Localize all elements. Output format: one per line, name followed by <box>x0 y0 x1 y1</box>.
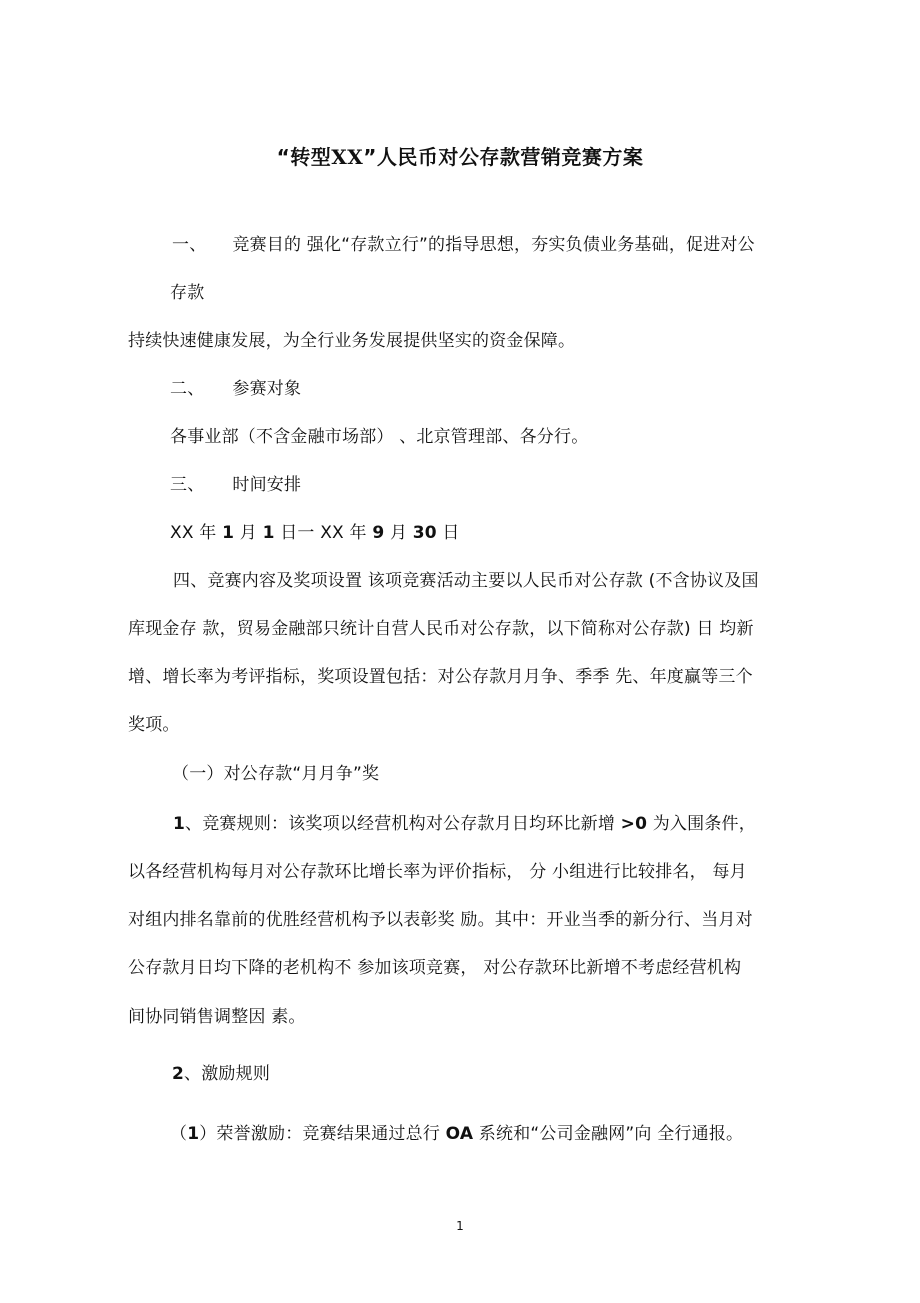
rule1-line5: 间协同销售调整因 素。 <box>128 1007 306 1027</box>
section4-line4: 奖项。 <box>128 715 180 735</box>
rule2-num: 2 <box>172 1064 185 1084</box>
rule1-text-a: 、竞赛规则：该奖项以经营机构对公存款月日均环比新增 <box>185 814 621 834</box>
date-num: 30 <box>412 523 437 543</box>
section2-heading-line <box>170 377 301 401</box>
date-part: 月 <box>234 523 263 543</box>
rule1-num: 1 <box>173 814 186 834</box>
incentive1-oa: OA <box>445 1124 474 1144</box>
section1-text: 竞赛目的 强化“存款立行”的指导思想，夯实负债业务基础，促进对公 <box>232 235 755 255</box>
title-xx: XX <box>331 145 364 170</box>
section1-line1 <box>172 233 755 257</box>
date-num: 1 <box>222 523 235 543</box>
section2-heading: 参赛对象 <box>232 379 302 399</box>
rule1-line4: 公存款月日均下降的老机构不 参加该项竞赛， 对公存款环比新增不考虑经营机构 <box>128 958 742 978</box>
section4-line1: 四、竞赛内容及奖项设置 该项竞赛活动主要以人民币对公存款 (不含协议及国 <box>173 571 759 591</box>
date-part: 日一 XX 年 <box>274 523 373 543</box>
page-number: 1 <box>456 1219 464 1233</box>
section4-line2: 库现金存 款，贸易金融部只统计自营人民币对公存款，以下简称对公存款) 日 均新 <box>128 619 754 639</box>
rule1-line3: 对组内排名靠前的优胜经营机构予以表彰奖 励。其中：开业当季的新分行、当月对 <box>128 910 753 930</box>
incentive1-open: （ <box>170 1124 188 1144</box>
section2-text: 各事业部（不含金融市场部） 、北京管理部、各分行。 <box>170 427 589 447</box>
section1-label: 一、 <box>172 235 207 255</box>
rule1-line2: 以各经营机构每月对公存款环比增长率为评价指标， 分 小组进行比较排名， 每月 <box>128 862 747 882</box>
rule1-line1 <box>173 812 756 836</box>
section2-label: 二、 <box>170 379 205 399</box>
rule1-text-c: 为入围条件， <box>647 814 756 834</box>
date-part: XX 年 <box>170 523 223 543</box>
rule2-text: 、激励规则 <box>184 1064 271 1084</box>
date-part: 日 <box>436 523 460 543</box>
incentive1-num: 1 <box>187 1124 200 1144</box>
section3-date <box>170 521 460 545</box>
rule1-threshold: >0 <box>620 814 648 834</box>
section3-heading-line <box>170 473 301 497</box>
subsection1-heading: （一）对公存款“月月争”奖 <box>172 764 380 784</box>
section3-label: 三、 <box>170 475 205 495</box>
date-num: 9 <box>372 523 385 543</box>
section1-line3: 持续快速健康发展，为全行业务发展提供坚实的资金保障。 <box>128 331 576 351</box>
date-part: 月 <box>384 523 413 543</box>
section1-line2: 存款 <box>170 283 205 303</box>
section3-heading: 时间安排 <box>232 475 302 495</box>
document-title <box>0 143 920 171</box>
incentive1-line <box>170 1122 743 1146</box>
title-prefix: “转型 <box>276 145 332 170</box>
incentive1-text-a: ）荣誉激励：竞赛结果通过总行 <box>199 1124 446 1144</box>
title-suffix: ”人民币对公存款营销竞赛方案 <box>363 145 644 170</box>
section4-line3: 增、增长率为考评指标，奖项设置包括：对公存款月月争、季季 先、年度赢等三个 <box>128 667 753 687</box>
rule2-heading <box>172 1062 270 1086</box>
date-num: 1 <box>262 523 275 543</box>
incentive1-text-b: 系统和“公司金融网”向 全行通报。 <box>473 1124 744 1144</box>
